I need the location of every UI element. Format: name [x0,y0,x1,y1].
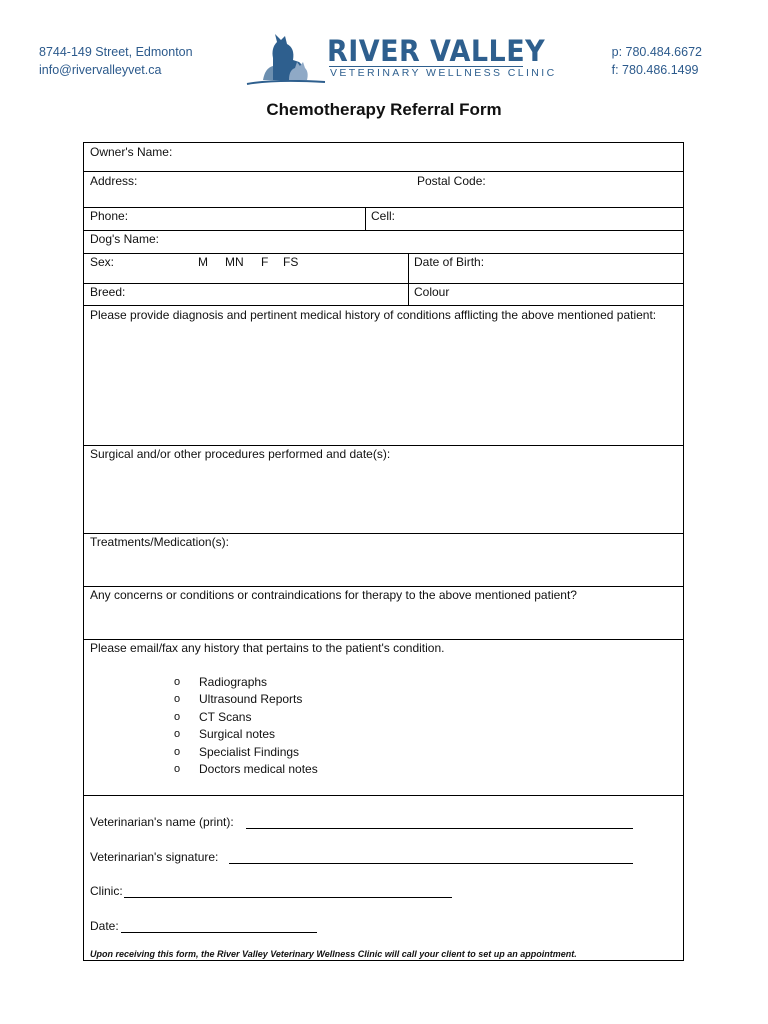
surgical-section[interactable]: Surgical and/or other procedures performed and date(s): [90,447,391,461]
vet-signature-input[interactable] [229,863,633,864]
column-divider [365,207,366,230]
dob-field[interactable]: Date of Birth: [414,255,485,269]
clinic-fax: f: 780.486.1499 [611,63,699,77]
owner-name-field[interactable]: Owner's Name: [90,145,173,159]
colour-field[interactable]: Colour [414,285,450,299]
sex-option-f[interactable]: F [261,255,269,269]
vet-name-label: Veterinarian's name (print): [90,815,234,829]
logo-tagline: VETERINARY WELLNESS CLINIC [330,67,557,79]
date-label: Date: [90,919,119,933]
bullet-icon: o [174,710,181,723]
row-divider [84,171,683,172]
clinic-address: 8744-149 Street, Edmonton [39,45,193,59]
form-title: Chemotherapy Referral Form [266,100,502,119]
clinic-input[interactable] [124,897,452,898]
clinic-logo [245,30,557,88]
diagnosis-section[interactable]: Please provide diagnosis and pertinent medical history of conditions afflicting the above mentioned patient: [90,308,657,322]
clinic-contact-left [39,43,193,79]
phone-field[interactable]: Phone: [90,209,129,223]
logo-name: RIVER VALLEY [327,34,546,68]
row-divider [84,230,683,231]
clinic-phone: p: 780.484.6672 [611,45,702,59]
column-divider [408,253,409,305]
row-divider [84,305,683,306]
history-section: Please email/fax any history that pertains to the patient's condition. [90,641,445,655]
footnote: Upon receiving this form, the River Valley Veterinary Wellness Clinic will call your client to set up an appointment. [90,949,577,959]
bullet-icon: o [174,676,181,688]
bullet-icon: o [174,693,181,706]
address-field[interactable]: Address: [90,174,138,188]
sex-field: Sex: [90,255,115,269]
sex-option-mn[interactable]: MN [225,255,244,269]
bullet-icon: o [174,745,181,758]
cell-field[interactable]: Cell: [371,209,396,223]
clinic-contact-right [612,43,702,79]
dog-name-field[interactable]: Dog's Name: [90,232,159,246]
clinic-label: Clinic: [90,884,123,898]
concerns-section[interactable]: Any concerns or conditions or contraindications for therapy to the above mentioned patient? [90,588,577,602]
referral-form: Owner's Name: Address: Postal Code: Phone: Cell: Dog's Name: Sex: M MN F FS Date of Birth: Breed: Colour Please provide diagnosis and pertinent medical history of conditions afflicting the above mentioned patient: Surgical and/or other procedures performed and date(s): Treatments/Medication(s): Any concerns or conditions or contraindications for therapy to the above mentioned patient? Please email/fax any history that pertains to the patient's condition. o Radiographs o Ultrasound Reports o CT Scans o Surgical notes o Specialist Findings o Doctors medical notes Veterinarian's name (print): Veterinarian's signature: Clinic: Date: Upon receiving this form, the River Valley Veterinary Wellness Clinic will call your client to set up an appointment. [83,142,684,961]
clinic-email: info@rivervalleyvet.ca [39,63,162,77]
row-divider [84,253,683,254]
row-divider [84,795,683,796]
sex-option-fs[interactable]: FS [283,255,299,269]
date-input[interactable] [121,932,317,933]
vet-signature-label: Veterinarian's signature: [90,850,219,864]
treatments-section[interactable]: Treatments/Medication(s): [90,535,229,549]
sex-option-m[interactable]: M [198,255,208,269]
vet-name-input[interactable] [246,828,633,829]
bullet-icon: o [174,762,181,775]
breed-field[interactable]: Breed: [90,285,126,299]
dog-cat-logo-icon [245,30,329,88]
bullet-icon: o [174,728,181,741]
row-divider [84,283,683,284]
postal-code-field[interactable]: Postal Code: [417,174,486,188]
